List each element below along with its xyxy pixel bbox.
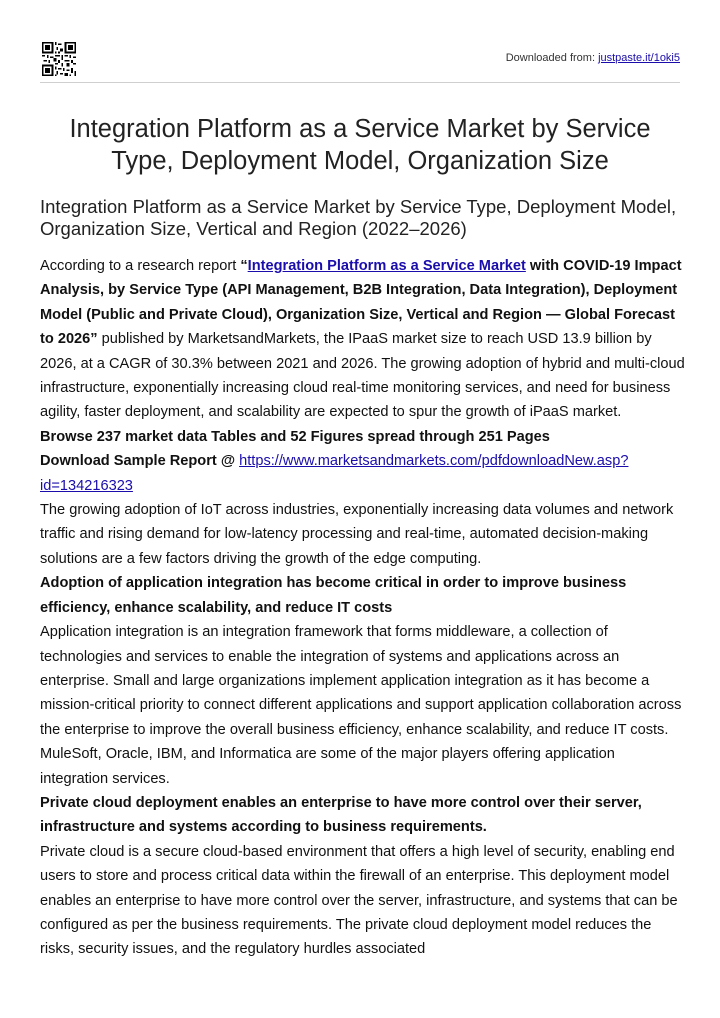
section-heading-private-cloud: [40, 791, 686, 840]
quote-open: “: [240, 258, 248, 274]
page-subtitle: Integration Platform as a Service Market by Service Type, Deployment Model, Organization Size, Vertical and Region (2022–2026): [40, 196, 677, 239]
report-title-bold: with COVID-19 Impact Analysis, by Service Type (API Management, B2B Integration, Data Integration), Deployment Model (Public and Private Cloud), Organization Size, Vertical and Region — Global Forecast to 2026”: [40, 258, 682, 348]
intro-text-rest: published by MarketsandMarkets, the IPaaS market size to reach USD 13.9 billion by 2026, at a CAGR of 30.3% between 2021 and 2026. The growing adoption of hybrid and multi-cloud infrastructure, exponentially increasing cloud real-time monitoring services, and need for business agility, faster deployment, and scalability are expected to spur the growth of iPaaS market.: [40, 331, 685, 421]
source-prefix: Downloaded from:: [505, 52, 599, 64]
download-source: [506, 52, 680, 64]
private-cloud-paragraph: Private cloud is a secure cloud-based environment that offers a high level of security, enabling end users to store and process critical data within the firewall of an enterprise. This deployment model enables an enterprise to have more control over the server, infrastructure, and systems that can be configured as per the business requirements. The private cloud deployment model reduces the risks, security issues, and the regulatory hurdles associated: [40, 843, 678, 958]
intro-text: According to a research report: [40, 258, 241, 274]
article-body: [40, 254, 686, 962]
market-report-link-text: Integration Platform as a Service Market: [247, 258, 526, 274]
intro-paragraph: [40, 254, 686, 425]
download-sample-link[interactable]: https://www.marketsandmarkets.com/pdfdownloadNew.asp?id=134216323: [40, 453, 629, 494]
section-heading-application: [40, 571, 686, 620]
download-label: Download Sample Report @: [40, 453, 240, 470]
page-title: Integration Platform as a Service Market by Service Type, Deployment Model, Organization Size: [69, 115, 651, 175]
browse-line: [40, 425, 686, 449]
qr-code-icon: [42, 42, 76, 76]
download-line: [40, 449, 686, 498]
heading-application-text: Adoption of application integration has become critical in order to improve business efficiency, enhance scalability, and reduce IT costs: [40, 575, 627, 616]
market-report-link[interactable]: [248, 258, 526, 274]
source-link[interactable]: justpaste.it/1oki5: [598, 52, 680, 64]
header-divider: [40, 82, 680, 83]
heading-private-text: Private cloud deployment enables an enterprise to have more control over their server, infrastructure and systems according to business requirements.: [40, 794, 642, 836]
application-paragraph: Application integration is an integration framework that forms middleware, a collection of technologies and services to enable the integration of systems and applications across an enterprise. Small and large organizations implement application integration as it has become a mission-critical priority to connect different applications and support application collaboration across the enterprise to improve the overall business efficiency, enhance scalability, and reduce IT costs. MuleSoft, Oracle, IBM, and Informatica are some of the major players offering application integration services.: [40, 624, 682, 787]
browse-text: Browse 237 market data Tables and 52 Figures spread through 251 Pages: [40, 428, 550, 445]
iot-paragraph: The growing adoption of IoT across industries, exponentially increasing data volumes and network traffic and rising demand for low-latency processing and real-time, automated decision-making solutions are a few factors driving the growth of the edge computing.: [40, 502, 674, 567]
